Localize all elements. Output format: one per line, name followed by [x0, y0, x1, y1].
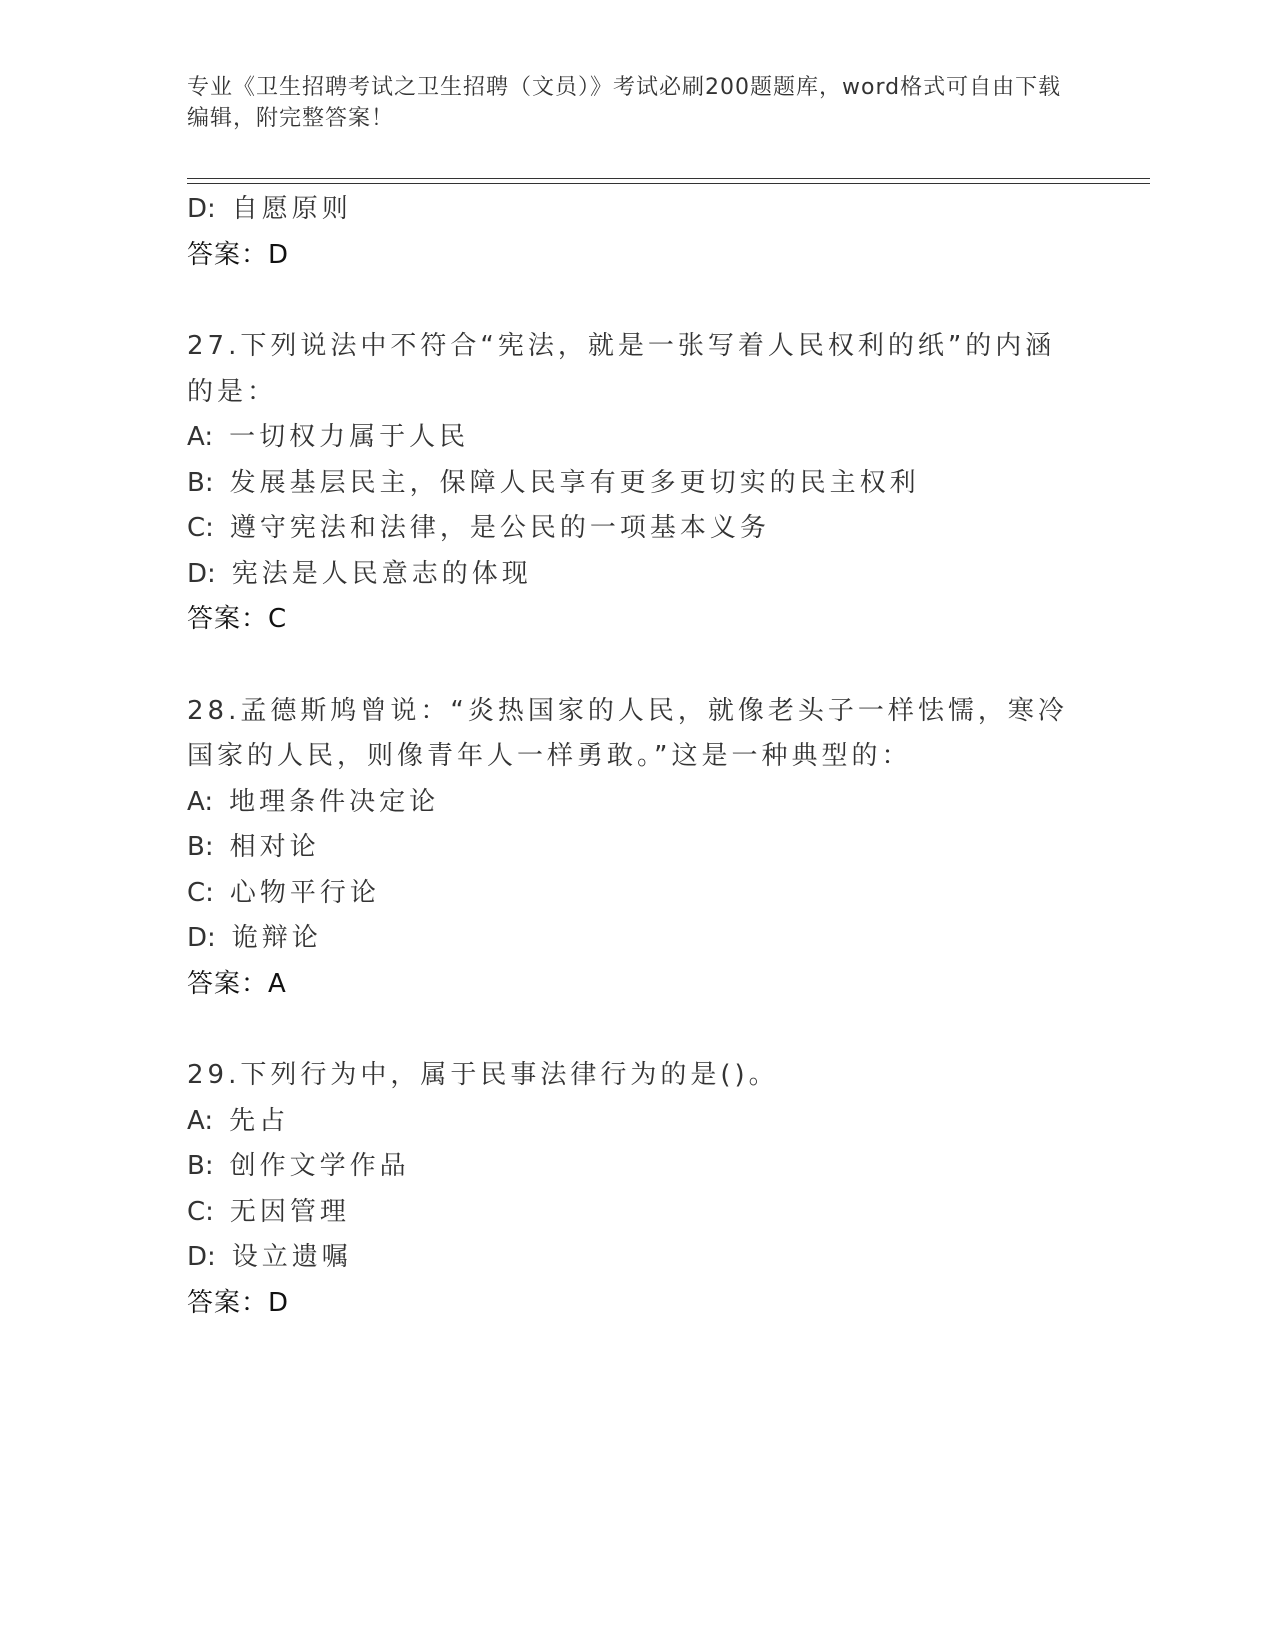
- question-stem: 28.孟德斯鸠曾说：“炎热国家的人民，就像老头子一样怯懦，寒冷国家的人民，则像青年人一样勇敢。”这是一种典型的：: [187, 695, 1068, 771]
- option-item: [187, 187, 1077, 233]
- question-stem: 27.下列说法中不符合“宪法，就是一张写着人民权利的纸”的内涵的是：: [187, 331, 1056, 407]
- option-item: [187, 780, 1077, 826]
- option-item: [187, 461, 1077, 507]
- option-label: B:: [187, 832, 214, 862]
- option-label: B:: [187, 467, 214, 498]
- header-divider-thick: [187, 178, 1150, 179]
- option-text: 地理条件决定论: [229, 786, 440, 817]
- option-label: B:: [187, 1151, 214, 1181]
- option-text: 创作文学作品: [229, 1151, 410, 1181]
- option-text: 遵守宪法和法律，是公民的一项基本义务: [229, 513, 770, 543]
- answer-line: 答案：C: [187, 604, 288, 634]
- answer-line: 答案：D: [187, 239, 290, 270]
- option-label: A:: [187, 422, 214, 452]
- option-text: 设立遗嘱: [231, 1242, 352, 1272]
- option-text: 发展基层民主，保障人民享有更多更切实的民主权利: [229, 467, 920, 498]
- answer-line: 答案：D: [187, 1287, 290, 1318]
- option-label: C:: [187, 877, 214, 908]
- option-label: D:: [187, 923, 216, 953]
- option-label: C:: [187, 513, 214, 543]
- option-label: A:: [187, 1105, 214, 1136]
- question-stem: 29.下列行为中，属于民事法律行为的是()。: [187, 1060, 779, 1090]
- option-text: 心物平行论: [229, 877, 380, 908]
- option-label: D:: [187, 194, 216, 224]
- option-text: 相对论: [229, 832, 320, 862]
- option-item: [187, 1144, 1077, 1190]
- option-item: [187, 916, 1077, 962]
- option-item: [187, 825, 1077, 871]
- option-label: C:: [187, 1196, 214, 1227]
- option-item: [187, 871, 1077, 917]
- option-item: [187, 1099, 1077, 1145]
- option-label: D:: [187, 558, 216, 589]
- option-item: [187, 1190, 1077, 1236]
- option-label: A:: [187, 786, 214, 817]
- option-text: 自愿原则: [231, 194, 352, 224]
- option-text: 先占: [229, 1105, 290, 1136]
- option-text: 一切权力属于人民: [229, 422, 470, 452]
- option-item: [187, 552, 1077, 598]
- option-item: [187, 415, 1077, 461]
- option-text: 诡辩论: [231, 923, 322, 953]
- page-header-title: 专业《卫生招聘考试之卫生招聘（文员）》考试必刷200题题库，word格式可自由下载编辑，附完整答案！: [187, 75, 1062, 131]
- answer-line: 答案：A: [187, 968, 287, 999]
- question-list: [187, 187, 1077, 1326]
- header-divider-thin: [187, 183, 1150, 184]
- option-item: [187, 1235, 1077, 1281]
- option-text: 无因管理: [229, 1196, 350, 1227]
- option-text: 宪法是人民意志的体现: [231, 558, 532, 589]
- option-item: [187, 506, 1077, 552]
- option-label: D:: [187, 1242, 216, 1272]
